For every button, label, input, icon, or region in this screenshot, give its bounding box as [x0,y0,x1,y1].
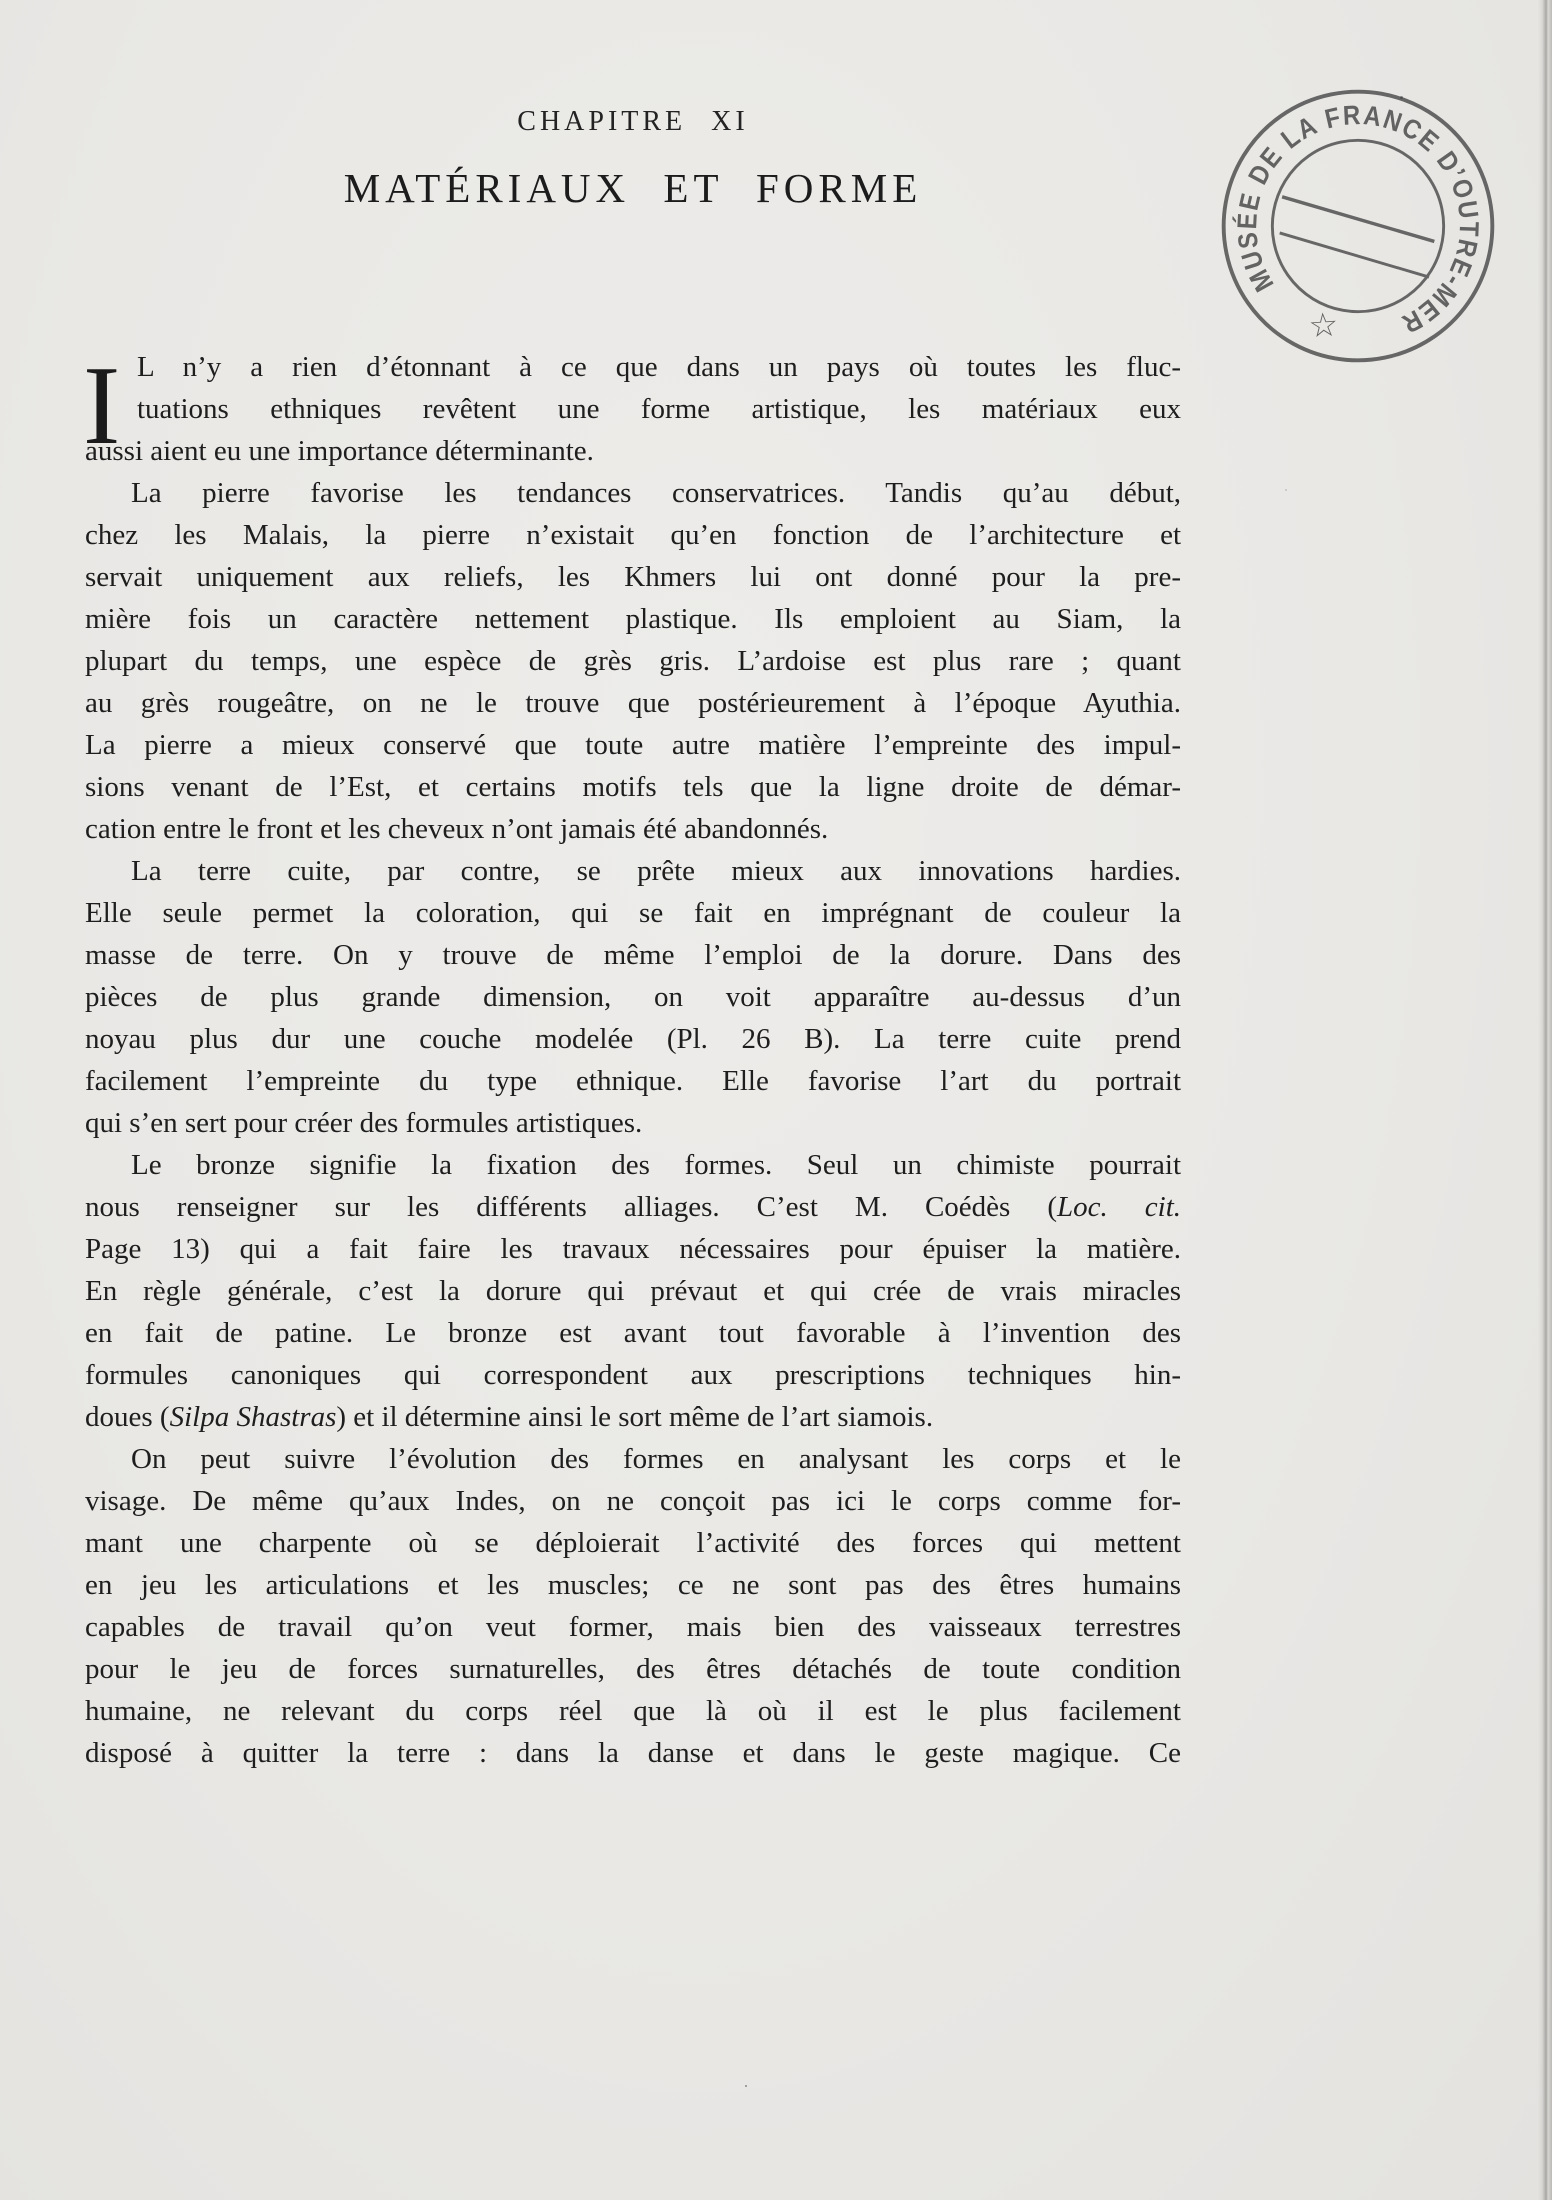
text-line: noyau plus dur une couche modelée (Pl. 26 B). La terre cuite prend [85,1023,1181,1055]
stamp-star-icon: ☆ [1307,306,1340,346]
library-stamp [1212,80,1504,372]
paragraph [85,472,1181,850]
text-line: pour le jeu de forces surnaturelles, des êtres détachés de toute condition [85,1653,1181,1685]
text-line: Page 13) qui a fait faire les travaux nécessaires pour épuiser la matière. [85,1233,1181,1265]
text-line: facilement l’empreinte du type ethnique. Elle favorise l’art du portrait [85,1065,1181,1097]
chapter-heading: CHAPITRE XI [517,106,749,137]
text-line: visage. De même qu’aux Indes, on ne conçoit pas ici le corps comme for- [85,1485,1181,1517]
text-line: nous renseigner sur les différents alliages. C’est M. Coédès (Loc. cit. [85,1191,1181,1223]
text-line: Le bronze signifie la fixation des formes. Seul un chimiste pourrait [131,1149,1181,1181]
text-line: En règle générale, c’est la dorure qui prévaut et qui crée de vrais miracles [85,1275,1181,1307]
paragraph [85,1144,1181,1438]
text-line: La terre cuite, par contre, se prête mieux aux innovations hardies. [131,855,1181,887]
text-line: L n’y a rien d’étonnant à ce que dans un pays où toutes les fluc- [137,351,1181,383]
page-title: MATÉRIAUX ET FORME [343,165,923,211]
text-line: mant une charpente où se déploierait l’activité des forces qui mettent [85,1527,1181,1559]
text-line: au grès rougeâtre, on ne le trouve que postérieurement à l’époque Ayuthia. [85,687,1181,719]
text-line: On peut suivre l’évolution des formes en analysant les corps et le [131,1443,1181,1475]
text-line: en jeu les articulations et les muscles; ce ne sont pas des êtres humains [85,1569,1181,1601]
text-line: cation entre le front et les cheveux n’ont jamais été abandonnés. [85,813,829,845]
text-line: formules canoniques qui correspondent aux prescriptions techniques hin- [85,1359,1181,1391]
body-text [85,346,1181,1774]
text-line: servait uniquement aux reliefs, les Khmers lui ont donné pour la pre- [85,561,1181,593]
text-line: chez les Malais, la pierre n’existait qu’en fonction de l’architecture et [85,519,1181,551]
paragraph [85,850,1181,1144]
text-line: en fait de patine. Le bronze est avant tout favorable à l’invention des [85,1317,1181,1349]
text-line: doues (Silpa Shastras) et il détermine ainsi le sort même de l’art siamois. [85,1401,934,1433]
stamp-icon [1212,80,1504,372]
drop-cap: I [83,344,121,468]
text-line: capables de travail qu’on veut former, mais bien des vaisseaux terrestres [85,1611,1181,1643]
text-line: tuations ethniques revêtent une forme artistique, les matériaux eux [137,393,1181,425]
text-line: disposé à quitter la terre : dans la danse et dans le geste magique. Ce [85,1737,1181,1769]
text-column [85,0,1181,2200]
paragraph [85,346,1181,472]
text-line: aussi aient eu une importance déterminante. [85,435,594,467]
svg-text:MUSÉE DE LA FRANCE D’OUTRE-MER [1215,80,1504,350]
text-line: humaine, ne relevant du corps réel que là où il est le plus facilement [85,1695,1181,1727]
scan-speck [1400,96,1403,99]
scan-speck [1285,489,1287,491]
page-edge-shadow [1538,0,1552,2200]
text-line: Elle seule permet la coloration, qui se fait en imprégnant de couleur la [85,897,1181,929]
text-line: pièces de plus grande dimension, on voit apparaître au-dessus d’un [85,981,1181,1013]
text-line: masse de terre. On y trouve de même l’emploi de la dorure. Dans des [85,939,1181,971]
scan-speck [745,2085,747,2087]
text-line: plupart du temps, une espèce de grès gris. L’ardoise est plus rare ; quant [85,645,1181,677]
text-line: mière fois un caractère nettement plastique. Ils emploient au Siam, la [85,603,1181,635]
text-line: sions venant de l’Est, et certains motifs tels que la ligne droite de démar- [85,771,1181,803]
text-line: La pierre favorise les tendances conservatrices. Tandis qu’au début, [131,477,1181,509]
text-line: La pierre a mieux conservé que toute autre matière l’empreinte des impul- [85,729,1181,761]
stamp-text: MUSÉE DE LA FRANCE D’OUTRE-MER [1230,98,1486,342]
paragraph [85,1438,1181,1774]
text-line: qui s’en sert pour créer des formules artistiques. [85,1107,643,1139]
